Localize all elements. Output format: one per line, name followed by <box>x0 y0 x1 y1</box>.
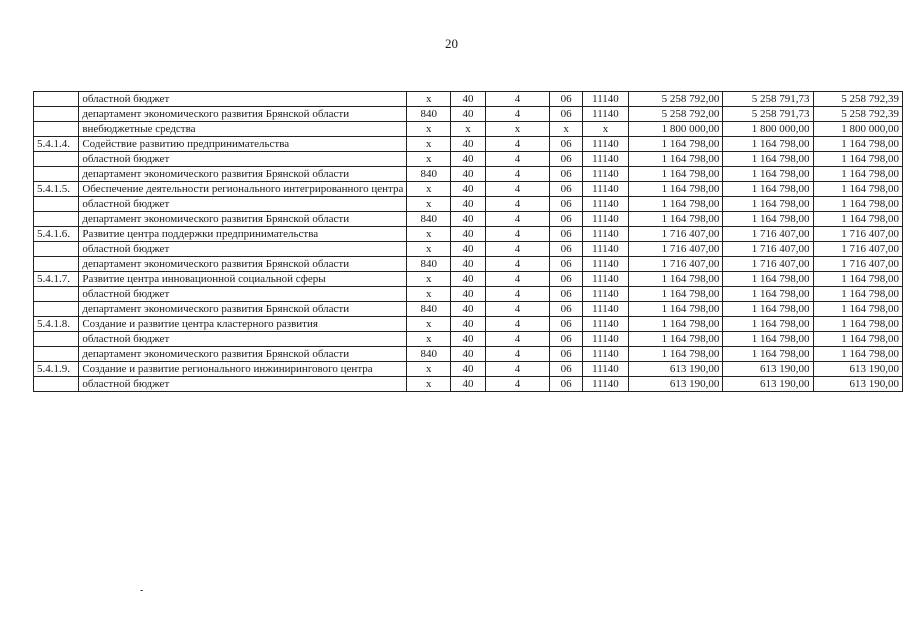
item-number <box>34 152 79 167</box>
item-number: 5.4.1.8. <box>34 317 79 332</box>
value-year-1: 1 164 798,00 <box>628 182 723 197</box>
code-ministry: x <box>407 332 451 347</box>
code-section: 40 <box>451 167 486 182</box>
code-section: 40 <box>451 227 486 242</box>
item-description: департамент экономического развития Брянской области <box>79 167 407 182</box>
value-year-1: 613 190,00 <box>628 377 723 392</box>
value-year-3: 1 164 798,00 <box>813 182 902 197</box>
value-year-1: 1 164 798,00 <box>628 332 723 347</box>
code-ministry: 840 <box>407 347 451 362</box>
code-subsection: 4 <box>485 317 549 332</box>
code-subprogram: 06 <box>550 302 583 317</box>
value-year-2: 1 164 798,00 <box>723 137 813 152</box>
code-ministry: x <box>407 242 451 257</box>
code-section: 40 <box>451 287 486 302</box>
item-number: 5.4.1.6. <box>34 227 79 242</box>
code-ministry: x <box>407 227 451 242</box>
code-section: 40 <box>451 197 486 212</box>
code-target: 11140 <box>583 137 628 152</box>
item-description: Развитие центра инновационной социальной сферы <box>79 272 407 287</box>
value-year-2: 1 716 407,00 <box>723 227 813 242</box>
item-number: 5.4.1.5. <box>34 182 79 197</box>
code-subprogram: 06 <box>550 182 583 197</box>
item-description: внебюджетные средства <box>79 122 407 137</box>
code-section: 40 <box>451 152 486 167</box>
item-description: Создание и развитие регионального инжинирингового центра <box>79 362 407 377</box>
table-row <box>34 377 903 392</box>
value-year-1: 613 190,00 <box>628 362 723 377</box>
table-row <box>34 182 903 197</box>
value-year-1: 1 164 798,00 <box>628 302 723 317</box>
code-target: 11140 <box>583 107 628 122</box>
item-number <box>34 287 79 302</box>
budget-table-body <box>34 92 903 392</box>
table-row <box>34 272 903 287</box>
code-subprogram: 06 <box>550 227 583 242</box>
code-subsection: 4 <box>485 137 549 152</box>
code-subprogram: 06 <box>550 167 583 182</box>
table-row <box>34 137 903 152</box>
code-target: 11140 <box>583 347 628 362</box>
item-description: департамент экономического развития Брянской области <box>79 107 407 122</box>
code-target: 11140 <box>583 302 628 317</box>
value-year-1: 1 164 798,00 <box>628 152 723 167</box>
value-year-3: 1 716 407,00 <box>813 257 902 272</box>
code-target: x <box>583 122 628 137</box>
item-description: Обеспечение деятельности регионального интегрированного центра <box>79 182 407 197</box>
value-year-3: 1 164 798,00 <box>813 212 902 227</box>
value-year-1: 5 258 792,00 <box>628 107 723 122</box>
value-year-3: 1 164 798,00 <box>813 332 902 347</box>
code-ministry: x <box>407 272 451 287</box>
value-year-2: 1 164 798,00 <box>723 212 813 227</box>
table-row <box>34 152 903 167</box>
item-number <box>34 92 79 107</box>
item-description: областной бюджет <box>79 377 407 392</box>
value-year-3: 1 164 798,00 <box>813 347 902 362</box>
code-subsection: 4 <box>485 272 549 287</box>
code-section: 40 <box>451 272 486 287</box>
code-subprogram: 06 <box>550 212 583 227</box>
code-target: 11140 <box>583 167 628 182</box>
code-target: 11140 <box>583 377 628 392</box>
code-subprogram: 06 <box>550 347 583 362</box>
code-subprogram: 06 <box>550 137 583 152</box>
code-subprogram: 06 <box>550 197 583 212</box>
code-subprogram: 06 <box>550 257 583 272</box>
value-year-3: 613 190,00 <box>813 377 902 392</box>
code-target: 11140 <box>583 362 628 377</box>
value-year-3: 1 164 798,00 <box>813 272 902 287</box>
budget-table <box>33 91 903 392</box>
value-year-1: 1 164 798,00 <box>628 317 723 332</box>
code-section: 40 <box>451 242 486 257</box>
code-section: 40 <box>451 347 486 362</box>
value-year-2: 1 716 407,00 <box>723 242 813 257</box>
code-subsection: 4 <box>485 302 549 317</box>
code-ministry: x <box>407 122 451 137</box>
code-section: 40 <box>451 92 486 107</box>
value-year-1: 1 164 798,00 <box>628 197 723 212</box>
item-number <box>34 197 79 212</box>
code-section: 40 <box>451 137 486 152</box>
value-year-3: 5 258 792,39 <box>813 107 902 122</box>
value-year-2: 1 164 798,00 <box>723 332 813 347</box>
value-year-2: 1 164 798,00 <box>723 317 813 332</box>
value-year-1: 1 800 000,00 <box>628 122 723 137</box>
code-section: 40 <box>451 257 486 272</box>
code-target: 11140 <box>583 317 628 332</box>
code-subprogram: 06 <box>550 242 583 257</box>
code-ministry: 840 <box>407 302 451 317</box>
code-ministry: x <box>407 197 451 212</box>
item-number: 5.4.1.9. <box>34 362 79 377</box>
value-year-3: 1 164 798,00 <box>813 302 902 317</box>
code-ministry: x <box>407 377 451 392</box>
item-number <box>34 122 79 137</box>
item-description: Развитие центра поддержки предпринимательства <box>79 227 407 242</box>
value-year-1: 1 164 798,00 <box>628 167 723 182</box>
code-subsection: 4 <box>485 92 549 107</box>
item-number: 5.4.1.4. <box>34 137 79 152</box>
table-row <box>34 92 903 107</box>
value-year-3: 1 164 798,00 <box>813 287 902 302</box>
value-year-3: 1 800 000,00 <box>813 122 902 137</box>
item-description: областной бюджет <box>79 287 407 302</box>
code-subprogram: 06 <box>550 107 583 122</box>
value-year-1: 1 164 798,00 <box>628 212 723 227</box>
value-year-1: 1 716 407,00 <box>628 242 723 257</box>
value-year-1: 1 164 798,00 <box>628 137 723 152</box>
value-year-3: 1 164 798,00 <box>813 167 902 182</box>
value-year-1: 1 716 407,00 <box>628 227 723 242</box>
code-ministry: 840 <box>407 212 451 227</box>
value-year-3: 1 164 798,00 <box>813 197 902 212</box>
code-target: 11140 <box>583 212 628 227</box>
code-section: 40 <box>451 212 486 227</box>
item-number <box>34 257 79 272</box>
code-ministry: x <box>407 317 451 332</box>
table-row <box>34 302 903 317</box>
value-year-2: 1 164 798,00 <box>723 197 813 212</box>
value-year-1: 1 716 407,00 <box>628 257 723 272</box>
value-year-3: 1 716 407,00 <box>813 242 902 257</box>
code-section: 40 <box>451 377 486 392</box>
code-ministry: x <box>407 362 451 377</box>
item-number: 5.4.1.7. <box>34 272 79 287</box>
code-subsection: 4 <box>485 227 549 242</box>
code-target: 11140 <box>583 227 628 242</box>
table-row <box>34 332 903 347</box>
code-subsection: 4 <box>485 182 549 197</box>
table-row <box>34 167 903 182</box>
code-subsection: 4 <box>485 377 549 392</box>
item-description: областной бюджет <box>79 197 407 212</box>
value-year-2: 1 716 407,00 <box>723 257 813 272</box>
code-subsection: 4 <box>485 332 549 347</box>
code-subprogram: 06 <box>550 92 583 107</box>
code-subsection: 4 <box>485 212 549 227</box>
value-year-1: 1 164 798,00 <box>628 347 723 362</box>
value-year-2: 1 164 798,00 <box>723 302 813 317</box>
value-year-3: 1 164 798,00 <box>813 152 902 167</box>
code-section: x <box>451 122 486 137</box>
item-number <box>34 107 79 122</box>
code-target: 11140 <box>583 242 628 257</box>
code-subprogram: 06 <box>550 377 583 392</box>
value-year-2: 613 190,00 <box>723 377 813 392</box>
item-number <box>34 347 79 362</box>
item-number <box>34 242 79 257</box>
value-year-2: 1 164 798,00 <box>723 272 813 287</box>
code-ministry: 840 <box>407 167 451 182</box>
table-row <box>34 227 903 242</box>
code-subsection: 4 <box>485 152 549 167</box>
value-year-2: 1 800 000,00 <box>723 122 813 137</box>
code-subprogram: 06 <box>550 287 583 302</box>
code-subprogram: 06 <box>550 152 583 167</box>
table-row <box>34 257 903 272</box>
item-number <box>34 377 79 392</box>
value-year-2: 1 164 798,00 <box>723 347 813 362</box>
item-description: областной бюджет <box>79 152 407 167</box>
code-section: 40 <box>451 182 486 197</box>
code-target: 11140 <box>583 92 628 107</box>
item-number <box>34 302 79 317</box>
table-row <box>34 287 903 302</box>
table-row <box>34 242 903 257</box>
code-section: 40 <box>451 362 486 377</box>
code-subsection: 4 <box>485 362 549 377</box>
code-ministry: x <box>407 92 451 107</box>
table-row <box>34 347 903 362</box>
code-subprogram: x <box>550 122 583 137</box>
page-number: 20 <box>445 36 458 51</box>
value-year-2: 1 164 798,00 <box>723 287 813 302</box>
code-subprogram: 06 <box>550 362 583 377</box>
value-year-3: 613 190,00 <box>813 362 902 377</box>
value-year-2: 5 258 791,73 <box>723 92 813 107</box>
code-subsection: 4 <box>485 347 549 362</box>
value-year-2: 1 164 798,00 <box>723 152 813 167</box>
code-target: 11140 <box>583 197 628 212</box>
code-subprogram: 06 <box>550 272 583 287</box>
code-ministry: 840 <box>407 107 451 122</box>
value-year-1: 1 164 798,00 <box>628 272 723 287</box>
table-row <box>34 122 903 137</box>
value-year-3: 1 164 798,00 <box>813 317 902 332</box>
code-subsection: 4 <box>485 107 549 122</box>
code-ministry: x <box>407 287 451 302</box>
table-row <box>34 107 903 122</box>
item-number <box>34 167 79 182</box>
code-section: 40 <box>451 332 486 347</box>
code-target: 11140 <box>583 287 628 302</box>
value-year-2: 613 190,00 <box>723 362 813 377</box>
code-target: 11140 <box>583 332 628 347</box>
code-section: 40 <box>451 107 486 122</box>
table-row <box>34 317 903 332</box>
item-description: департамент экономического развития Брянской области <box>79 257 407 272</box>
table-row <box>34 362 903 377</box>
item-description: областной бюджет <box>79 332 407 347</box>
code-subsection: x <box>485 122 549 137</box>
code-subsection: 4 <box>485 287 549 302</box>
code-target: 11140 <box>583 182 628 197</box>
code-section: 40 <box>451 317 486 332</box>
item-description: областной бюджет <box>79 242 407 257</box>
value-year-2: 5 258 791,73 <box>723 107 813 122</box>
table-row <box>34 197 903 212</box>
code-section: 40 <box>451 302 486 317</box>
item-number <box>34 212 79 227</box>
value-year-3: 1 716 407,00 <box>813 227 902 242</box>
item-description: Содействие развитию предпринимательства <box>79 137 407 152</box>
code-subsection: 4 <box>485 167 549 182</box>
value-year-1: 5 258 792,00 <box>628 92 723 107</box>
value-year-3: 1 164 798,00 <box>813 137 902 152</box>
value-year-3: 5 258 792,39 <box>813 92 902 107</box>
code-ministry: x <box>407 152 451 167</box>
stray-mark: - <box>140 585 144 596</box>
item-description: департамент экономического развития Брянской области <box>79 302 407 317</box>
value-year-2: 1 164 798,00 <box>723 167 813 182</box>
code-target: 11140 <box>583 272 628 287</box>
item-description: областной бюджет <box>79 92 407 107</box>
table-row <box>34 212 903 227</box>
code-subprogram: 06 <box>550 317 583 332</box>
item-description: департамент экономического развития Брянской области <box>79 347 407 362</box>
code-subsection: 4 <box>485 242 549 257</box>
code-target: 11140 <box>583 257 628 272</box>
item-number <box>34 332 79 347</box>
code-ministry: x <box>407 182 451 197</box>
code-ministry: 840 <box>407 257 451 272</box>
code-subprogram: 06 <box>550 332 583 347</box>
code-ministry: x <box>407 137 451 152</box>
value-year-1: 1 164 798,00 <box>628 287 723 302</box>
code-subsection: 4 <box>485 257 549 272</box>
code-target: 11140 <box>583 152 628 167</box>
item-description: Создание и развитие центра кластерного развития <box>79 317 407 332</box>
value-year-2: 1 164 798,00 <box>723 182 813 197</box>
code-subsection: 4 <box>485 197 549 212</box>
item-description: департамент экономического развития Брянской области <box>79 212 407 227</box>
